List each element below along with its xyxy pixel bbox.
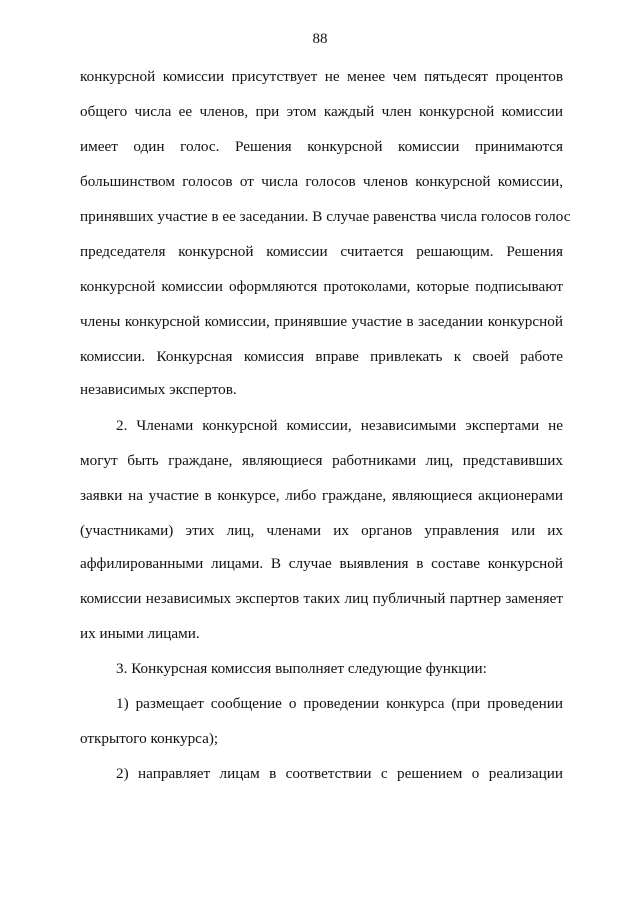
text-line: принявших участие в ее заседании. В случае равенства числа голосов голос (80, 208, 571, 225)
text-line: конкурсной комиссии оформляются протоколами, которые подписывают (80, 278, 563, 295)
text-line: независимых экспертов. (80, 381, 237, 398)
text-line: конкурсной комиссии присутствует не менее чем пятьдесят процентов (80, 68, 563, 85)
text-line: могут быть граждане, являющиеся работниками лиц, представивших (80, 452, 563, 469)
text-line: 2) направляет лицам в соответствии с решением о реализации (116, 765, 563, 782)
text-line: общего числа ее членов, при этом каждый член конкурсной комиссии (80, 103, 563, 120)
text-line: 3. Конкурсная комиссия выполняет следующие функции: (116, 660, 487, 677)
text-line: заявки на участие в конкурсе, либо граждане, являющиеся акционерами (80, 487, 563, 504)
text-line: комиссии независимых экспертов таких лиц публичный партнер заменяет (80, 590, 563, 607)
text-line: открытого конкурса); (80, 730, 219, 747)
text-line: комиссии. Конкурсная комиссия вправе привлекать к своей работе (80, 348, 563, 365)
text-line: (участниками) этих лиц, членами их органов управления или их (80, 522, 563, 539)
text-line: их иными лицами. (80, 625, 200, 642)
text-line: председателя конкурсной комиссии считается решающим. Решения (80, 243, 563, 260)
text-line: члены конкурсной комиссии, принявшие участие в заседании конкурсной (80, 313, 563, 330)
text-line: 2. Членами конкурсной комиссии, независимыми экспертами не (116, 417, 563, 434)
text-line: имеет один голос. Решения конкурсной комиссии принимаются (80, 138, 563, 155)
page-number: 88 (312, 31, 328, 47)
text-line: 1) размещает сообщение о проведении конкурса (при проведении (116, 695, 563, 712)
text-line: аффилированными лицами. В случае выявления в составе конкурсной (80, 555, 563, 572)
text-line: большинством голосов от числа голосов членов конкурсной комиссии, (80, 173, 563, 190)
